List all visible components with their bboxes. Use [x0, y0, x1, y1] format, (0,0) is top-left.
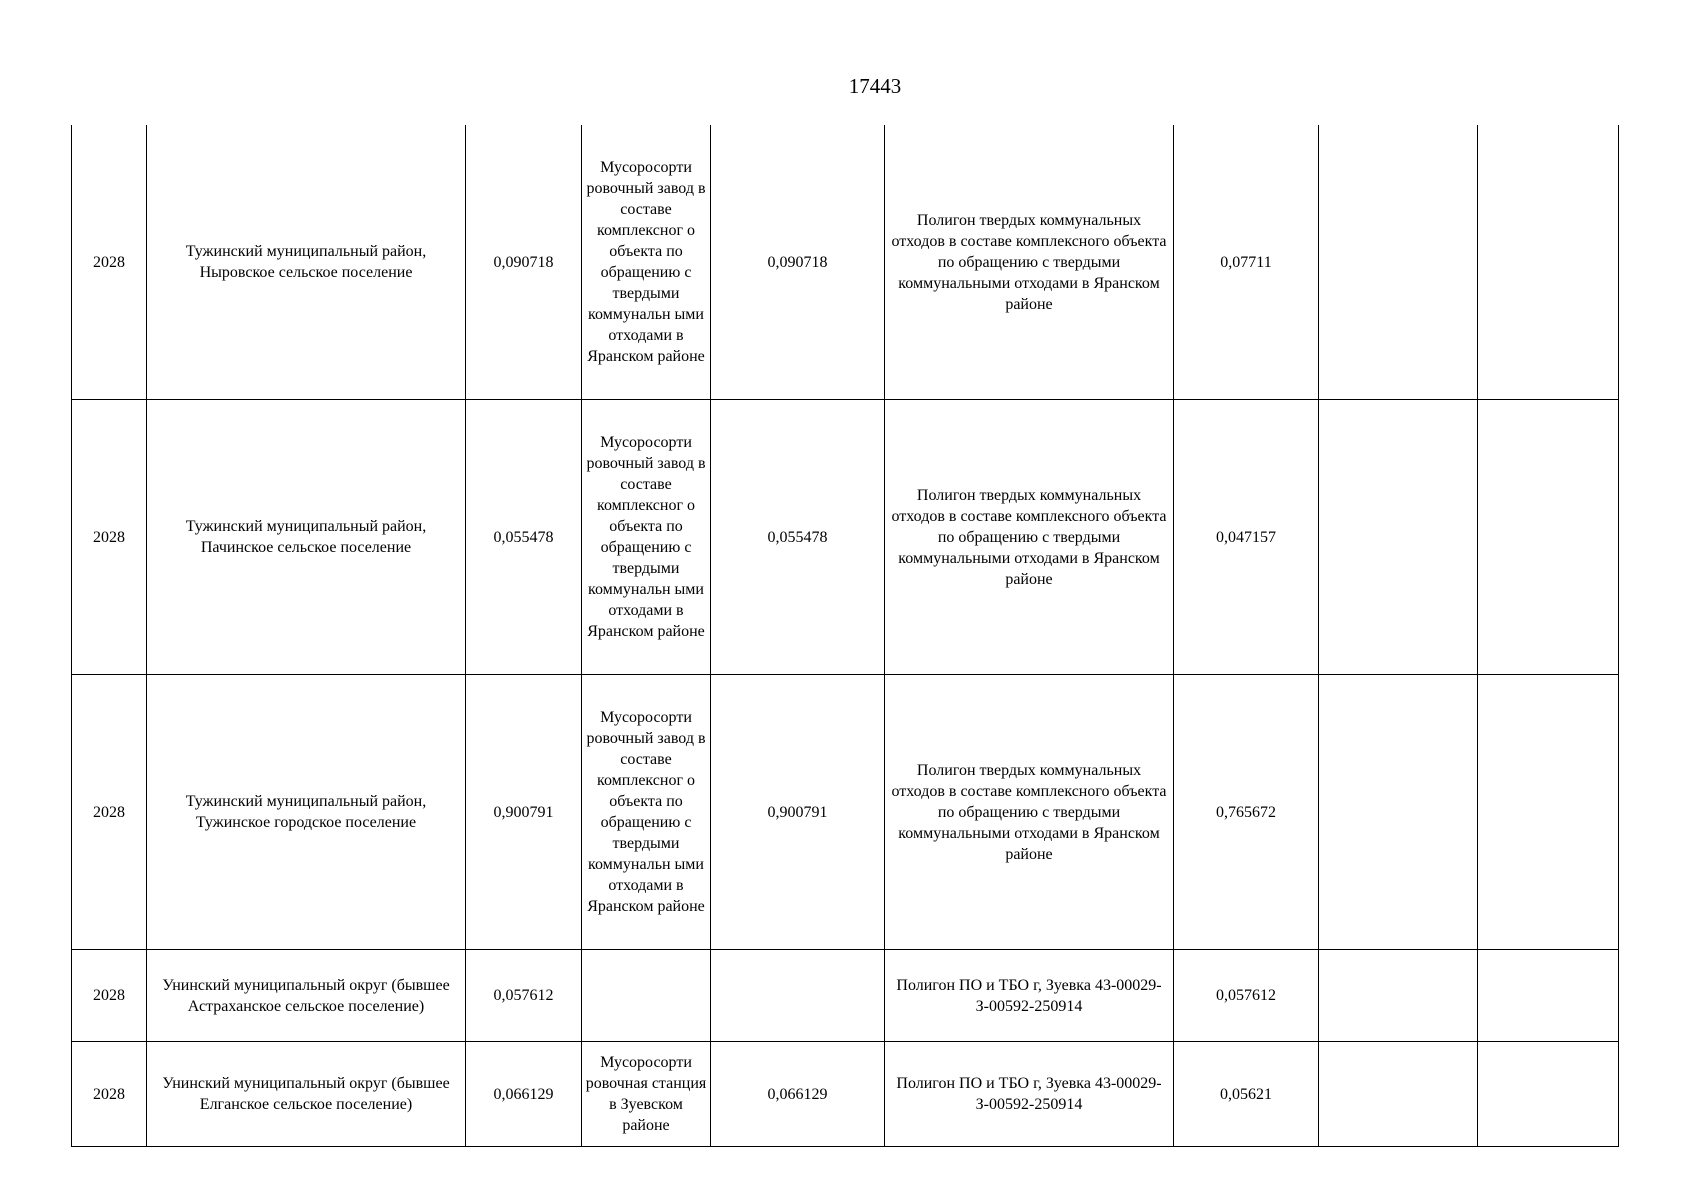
empty-cell [1478, 950, 1619, 1042]
territory-cell: Тужинский муниципальный район, Тужинское городское поселение [147, 675, 466, 950]
territory-cell: Унинский муниципальный округ (бывшее Астраханское сельское поселение) [147, 950, 466, 1042]
empty-cell [1319, 1042, 1478, 1147]
mass-disposed-cell: 0,047157 [1174, 400, 1319, 675]
empty-cell [1478, 1042, 1619, 1147]
mass-disposed-cell: 0,765672 [1174, 675, 1319, 950]
sorting-facility-cell: Мусоросорти ровочный завод в составе комплексног о объекта по обращению с твердыми коммунальн ыми отходами в Яранском районе [582, 400, 711, 675]
empty-cell [1319, 125, 1478, 400]
disposal-site-cell: Полигон твердых коммунальных отходов в составе комплексного объекта по обращению с твердыми коммунальными отходами в Яранском районе [885, 125, 1174, 400]
table-row [72, 950, 1619, 1042]
year-cell: 2028 [72, 950, 147, 1042]
empty-cell [1478, 125, 1619, 400]
territory-cell: Тужинский муниципальный район, Ныровское сельское поселение [147, 125, 466, 400]
mass-total-cell: 0,090718 [466, 125, 582, 400]
empty-cell [1319, 675, 1478, 950]
mass-sorted-cell: 0,090718 [711, 125, 885, 400]
table-row [72, 400, 1619, 675]
table-row [72, 1042, 1619, 1147]
mass-sorted-cell: 0,055478 [711, 400, 885, 675]
mass-sorted-cell: 0,900791 [711, 675, 885, 950]
empty-cell [1319, 400, 1478, 675]
disposal-site-cell: Полигон твердых коммунальных отходов в составе комплексного объекта по обращению с твердыми коммунальными отходами в Яранском районе [885, 400, 1174, 675]
mass-total-cell: 0,066129 [466, 1042, 582, 1147]
empty-cell [1319, 950, 1478, 1042]
year-cell: 2028 [72, 1042, 147, 1147]
table-row [72, 675, 1619, 950]
territory-cell: Унинский муниципальный округ (бывшее Елганское сельское поселение) [147, 1042, 466, 1147]
mass-total-cell: 0,900791 [466, 675, 582, 950]
year-cell: 2028 [72, 400, 147, 675]
year-cell: 2028 [72, 675, 147, 950]
waste-flow-table [71, 125, 1619, 1147]
mass-disposed-cell: 0,05621 [1174, 1042, 1319, 1147]
mass-sorted-cell: 0,066129 [711, 1042, 885, 1147]
table-row [72, 125, 1619, 400]
sorting-facility-cell: Мусоросорти ровочный завод в составе комплексног о объекта по обращению с твердыми коммунальн ыми отходами в Яранском районе [582, 125, 711, 400]
page-number: 17443 [848, 74, 902, 98]
disposal-site-cell: Полигон ПО и ТБО г, Зуевка 43-00029-З-00592-250914 [885, 950, 1174, 1042]
empty-cell [1478, 400, 1619, 675]
sorting-facility-cell [582, 950, 711, 1042]
disposal-site-cell: Полигон твердых коммунальных отходов в составе комплексного объекта по обращению с твердыми коммунальными отходами в Яранском районе [885, 675, 1174, 950]
year-cell: 2028 [72, 125, 147, 400]
mass-total-cell: 0,055478 [466, 400, 582, 675]
mass-disposed-cell: 0,057612 [1174, 950, 1319, 1042]
disposal-site-cell: Полигон ПО и ТБО г, Зуевка 43-00029-З-00592-250914 [885, 1042, 1174, 1147]
sorting-facility-cell: Мусоросорти ровочная станция в Зуевском районе [582, 1042, 711, 1147]
mass-sorted-cell [711, 950, 885, 1042]
mass-disposed-cell: 0,07711 [1174, 125, 1319, 400]
empty-cell [1478, 675, 1619, 950]
sorting-facility-cell: Мусоросорти ровочный завод в составе комплексног о объекта по обращению с твердыми коммунальн ыми отходами в Яранском районе [582, 675, 711, 950]
mass-total-cell: 0,057612 [466, 950, 582, 1042]
territory-cell: Тужинский муниципальный район, Пачинское сельское поселение [147, 400, 466, 675]
